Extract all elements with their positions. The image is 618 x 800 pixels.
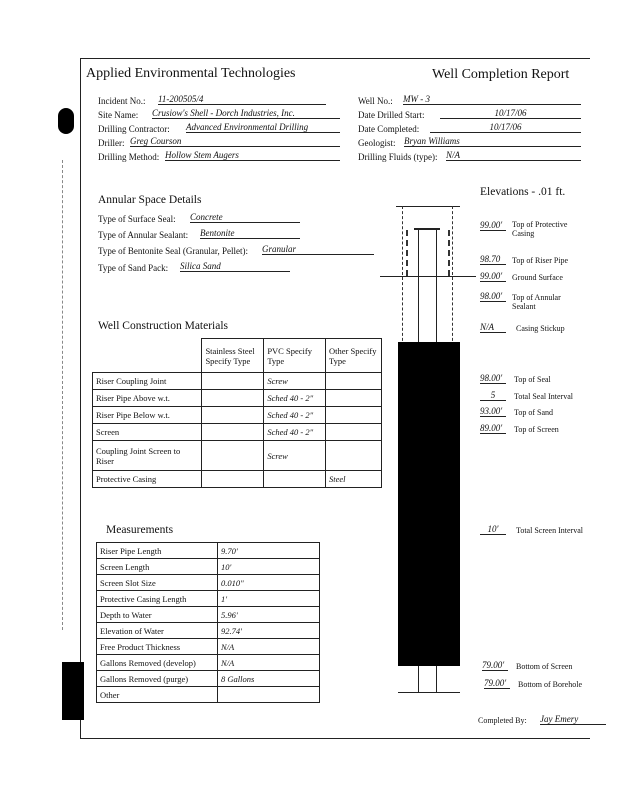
drilling-method-label: Drilling Method: xyxy=(98,152,160,162)
elev-label: Ground Surface xyxy=(512,273,563,282)
riser-cap xyxy=(414,228,440,230)
measurements-table xyxy=(96,542,320,703)
date-start-value: 10/17/06 xyxy=(440,108,581,119)
annular-sealant-label: Type of Annular Sealant: xyxy=(98,230,189,240)
protective-casing-top xyxy=(396,206,460,207)
incident-no-value: 11-200505/4 xyxy=(158,94,326,105)
table-row: Riser Pipe Below w.t. Sched 40 - 2" xyxy=(93,407,382,424)
elev-value: 93.00' xyxy=(480,406,506,417)
drilling-fluids-label: Drilling Fluids (type): xyxy=(358,152,438,162)
site-name-label: Site Name: xyxy=(98,110,139,120)
date-completed-value: 10/17/06 xyxy=(430,122,581,133)
driller-label: Driller: xyxy=(98,138,125,148)
scan-margin-marks xyxy=(62,160,63,630)
protective-casing-right xyxy=(448,230,450,276)
table-row: Gallons Removed (purge) 8 Gallons xyxy=(97,671,320,687)
col-other: Other Specify Type xyxy=(326,339,382,373)
col-pvc: PVC Specify Type xyxy=(264,339,326,373)
elev-label: Total Screen Interval xyxy=(516,526,583,535)
geologist-label: Geologist: xyxy=(358,138,396,148)
incident-no-label: Incident No.: xyxy=(98,96,146,106)
elev-label: Top of Screen xyxy=(514,425,559,434)
elev-value: 89.00' xyxy=(480,423,506,434)
company-name: Applied Environmental Technologies xyxy=(86,66,296,81)
table-row: Protective Casing Length 1' xyxy=(97,591,320,607)
table-row: Elevation of Water 92.74' xyxy=(97,623,320,639)
screen-left xyxy=(418,666,419,692)
date-completed-label: Date Completed: xyxy=(358,124,420,134)
table-row: Coupling Joint Screen to Riser Screw xyxy=(93,441,382,471)
bentonite-seal-label: Type of Bentonite Seal (Granular, Pellet): xyxy=(98,246,248,256)
table-row: Screen Length 10' xyxy=(97,559,320,575)
measurements-title: Measurements xyxy=(106,524,174,536)
construction-table xyxy=(92,338,382,488)
elev-value: 79.00' xyxy=(482,660,508,671)
elev-label: Top of Annular Sealant xyxy=(512,293,561,311)
site-name-value: Crusiow's Shell - Dorch Industries, Inc. xyxy=(152,108,340,119)
table-row: Screen Slot Size 0.010" xyxy=(97,575,320,591)
table-row: Depth to Water 5.96' xyxy=(97,607,320,623)
elev-label: Top of Seal xyxy=(514,375,551,384)
elev-value: 99.00' xyxy=(480,271,506,282)
construction-title: Well Construction Materials xyxy=(98,320,229,332)
elevations-title: Elevations - .01 ft. xyxy=(480,186,566,198)
table-row: Gallons Removed (develop) N/A xyxy=(97,655,320,671)
riser-pipe-right xyxy=(436,228,437,344)
elev-label: Total Seal Interval xyxy=(514,392,573,401)
col-stainless: Stainless Steel Specify Type xyxy=(202,339,264,373)
elev-value: 98.70 xyxy=(480,254,506,265)
table-row: Screen Sched 40 - 2" xyxy=(93,424,382,441)
borehole-bottom xyxy=(398,692,460,693)
well-no-value: MW - 3 xyxy=(403,94,581,105)
elev-value: 79.00' xyxy=(484,678,510,689)
elev-value: 10' xyxy=(480,524,506,535)
table-row: Riser Pipe Above w.t. Sched 40 - 2" xyxy=(93,390,382,407)
table-row: Free Product Thickness N/A xyxy=(97,639,320,655)
ground-surface-line xyxy=(380,276,476,277)
frame-left-line xyxy=(80,58,81,738)
elev-value: 98.00' xyxy=(480,373,506,384)
date-start-label: Date Drilled Start: xyxy=(358,110,425,120)
completed-by-value: Jay Emery xyxy=(540,714,606,725)
elev-label: Bottom of Borehole xyxy=(518,680,582,689)
elev-value: 99.00' xyxy=(480,220,506,231)
completed-by-label: Completed By: xyxy=(478,716,527,725)
well-no-label: Well No.: xyxy=(358,96,393,106)
filled-borehole xyxy=(398,342,460,666)
elev-label: Top of Sand xyxy=(514,408,553,417)
driller-value: Greg Courson xyxy=(130,136,340,147)
report-title: Well Completion Report xyxy=(432,67,570,82)
screen-right xyxy=(436,666,437,692)
drilling-contractor-label: Drilling Contractor: xyxy=(98,124,170,134)
elev-label: Top of Protective Casing xyxy=(512,220,568,238)
elev-value: 98.00' xyxy=(480,291,506,302)
elev-value: N/A xyxy=(480,322,506,333)
sand-pack-value: Silica Sand xyxy=(180,261,290,272)
table-row: Riser Coupling Joint Screw xyxy=(93,373,382,390)
drilling-fluids-value: N/A xyxy=(446,150,581,161)
punch-hole-mark xyxy=(58,108,74,134)
scan-black-bar xyxy=(62,662,84,720)
bentonite-seal-value: Granular xyxy=(262,244,374,255)
elev-label: Casing Stickup xyxy=(516,324,565,333)
frame-top-line xyxy=(80,58,590,59)
elev-label: Top of Riser Pipe xyxy=(512,256,569,265)
table-row: Riser Pipe Length 9.70' xyxy=(97,543,320,559)
drilling-contractor-value: Advanced Environmental Drilling xyxy=(186,122,340,133)
riser-pipe-left xyxy=(418,228,419,344)
table-row: Protective Casing Steel xyxy=(93,471,382,488)
surface-seal-label: Type of Surface Seal: xyxy=(98,214,176,224)
surface-seal-value: Concrete xyxy=(190,212,300,223)
drilling-method-value: Hollow Stem Augers xyxy=(165,150,340,161)
table-row: Other xyxy=(97,687,320,703)
protective-casing-left xyxy=(406,230,408,276)
annular-sealant-value: Bentonite xyxy=(200,228,300,239)
geologist-value: Bryan Williams xyxy=(404,136,581,147)
frame-bottom-line xyxy=(80,738,590,739)
annular-title: Annular Space Details xyxy=(98,194,202,206)
elev-value: 5 xyxy=(480,390,506,401)
elev-label: Bottom of Screen xyxy=(516,662,573,671)
sand-pack-label: Type of Sand Pack: xyxy=(98,263,169,273)
